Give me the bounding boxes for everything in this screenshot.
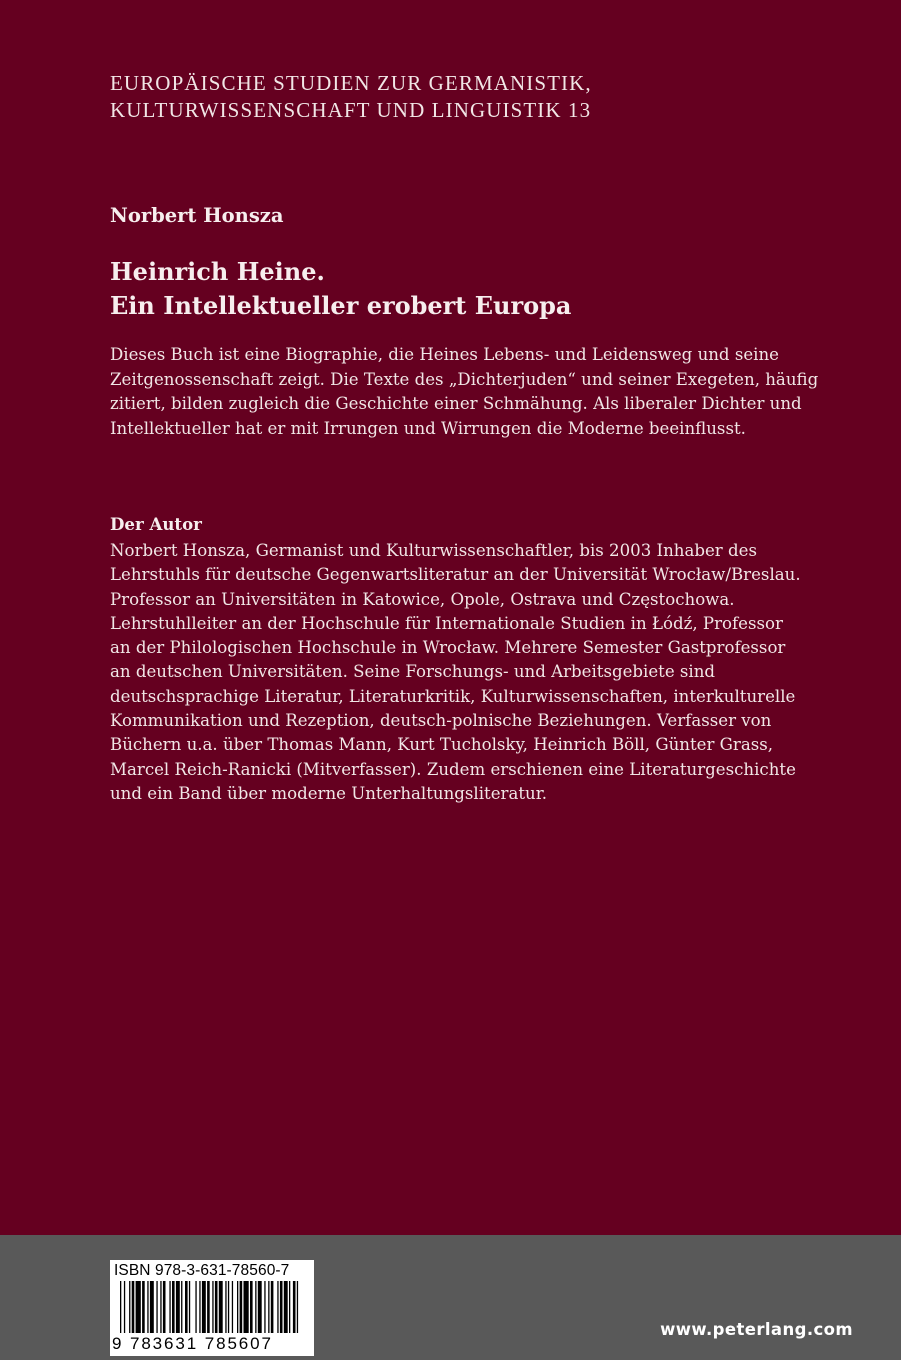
barcode-bar <box>284 1281 288 1333</box>
publisher-website: www.peterlang.com <box>660 1320 853 1339</box>
bio-line: an deutschen Universitäten. Seine Forschungs- und Arbeitsgebiete sind <box>110 662 716 682</box>
barcode-bar <box>225 1281 226 1333</box>
barcode-bar <box>297 1281 298 1333</box>
barcode-bar <box>185 1281 188 1333</box>
barcode-bar <box>232 1281 233 1333</box>
series-title <box>110 70 810 124</box>
series-line-1: EUROPÄISCHE STUDIEN ZUR GERMANISTIK, <box>110 71 592 95</box>
barcode-bar <box>289 1281 290 1333</box>
barcode-bar <box>120 1281 121 1333</box>
bio-line: Norbert Honsza, Germanist und Kulturwissenschaftler, bis 2003 Inhaber des <box>110 541 757 560</box>
bio-line: deutschsprachige Literatur, Literaturkritik, Kulturwissenschaften, interkulturelle <box>110 686 796 706</box>
description-line: Dieses Buch ist eine Biographie, die Heines Lebens- und Leidensweg und seine <box>110 345 779 364</box>
author-name: Norbert Honsza <box>110 204 284 227</box>
author-bio-heading: Der Autor <box>110 514 202 534</box>
barcode-bar <box>293 1281 296 1333</box>
barcode-bar <box>163 1281 166 1333</box>
barcode-bar <box>240 1281 243 1333</box>
barcode-bar <box>219 1281 223 1333</box>
barcode-bar <box>244 1281 249 1333</box>
book-title <box>110 255 810 323</box>
bio-line: an der Philologischen Hochschule in Wrocław. Mehrere Semester Gastprofessor <box>110 638 786 658</box>
barcode-bar <box>189 1281 190 1333</box>
barcode-bar <box>215 1281 218 1333</box>
book-title-line-2: Ein Intellektueller erobert Europa <box>110 291 572 320</box>
barcode-bar <box>199 1281 200 1333</box>
barcode-bar <box>268 1281 269 1333</box>
barcode-bar <box>258 1281 262 1333</box>
bio-line: Kommunikation und Rezeption, deutsch-polnische Beziehungen. Verfasser von <box>110 711 772 731</box>
bio-line: Lehrstuhlleiter an der Hochschule für Internationale Studien in Łódź, Professor <box>110 613 783 633</box>
barcode-bar <box>142 1281 145 1333</box>
barcode-bars <box>116 1281 308 1337</box>
isbn-barcode <box>110 1260 314 1356</box>
isbn-label: ISBN 978-3-631-78560-7 <box>114 1262 290 1279</box>
barcode-bar <box>176 1281 180 1333</box>
barcode-bar <box>255 1281 256 1333</box>
bio-line: Professor an Universitäten in Katowice, Opole, Ostrava und Częstochowa. <box>110 589 735 609</box>
barcode-bar <box>264 1281 265 1333</box>
barcode-bar <box>132 1281 135 1333</box>
author-bio <box>110 539 850 806</box>
bio-line: Marcel Reich-Ranicki (Mitverfasser). Zudem erschienen eine Literaturgeschichte <box>110 759 796 779</box>
barcode-bar <box>172 1281 175 1333</box>
barcode-bar <box>195 1281 196 1333</box>
barcode-bar <box>160 1281 161 1333</box>
description-line: Zeitgenossenschaft zeigt. Die Texte des „Dichterjuden“ und seiner Exegeten, häufig <box>110 369 819 389</box>
barcode-bar <box>150 1281 154 1333</box>
description-line: zitiert, bilden zugleich die Geschichte einer Schmähung. Als liberaler Dichter und <box>110 394 802 413</box>
book-title-line-1: Heinrich Heine. <box>110 257 325 286</box>
series-line-2: KULTURWISSENSCHAFT UND LINGUISTIK 13 <box>110 98 592 122</box>
barcode-bar <box>124 1281 125 1333</box>
barcode-bar <box>147 1281 148 1333</box>
bio-line: Büchern u.a. über Thomas Mann, Kurt Tucholsky, Heinrich Böll, Günter Grass, <box>110 735 774 755</box>
ean-digits: 9 783631 785607 <box>112 1334 273 1353</box>
barcode-bar <box>250 1281 253 1333</box>
barcode-bar <box>237 1281 238 1333</box>
book-description <box>110 343 850 441</box>
barcode-bar <box>207 1281 210 1333</box>
barcode-bar <box>129 1281 130 1333</box>
barcode-bar <box>202 1281 206 1333</box>
description-line: Intellektueller hat er mit Irrungen und Wirrungen die Moderne beeinflusst. <box>110 418 746 438</box>
barcode-bar <box>280 1281 283 1333</box>
bio-line: Lehrstuhls für deutsche Gegenwartsliteratur an der Universität Wrocław/Breslau. <box>110 565 801 585</box>
barcode-bar <box>136 1281 141 1333</box>
barcode-bar <box>277 1281 278 1333</box>
barcode-bar <box>169 1281 170 1333</box>
barcode-bar <box>271 1281 274 1333</box>
barcode-bar <box>156 1281 157 1333</box>
barcode-bar <box>181 1281 182 1333</box>
barcode-bar <box>212 1281 213 1333</box>
barcode-bar <box>228 1281 229 1333</box>
bio-line: und ein Band über moderne Unterhaltungsliteratur. <box>110 783 548 803</box>
